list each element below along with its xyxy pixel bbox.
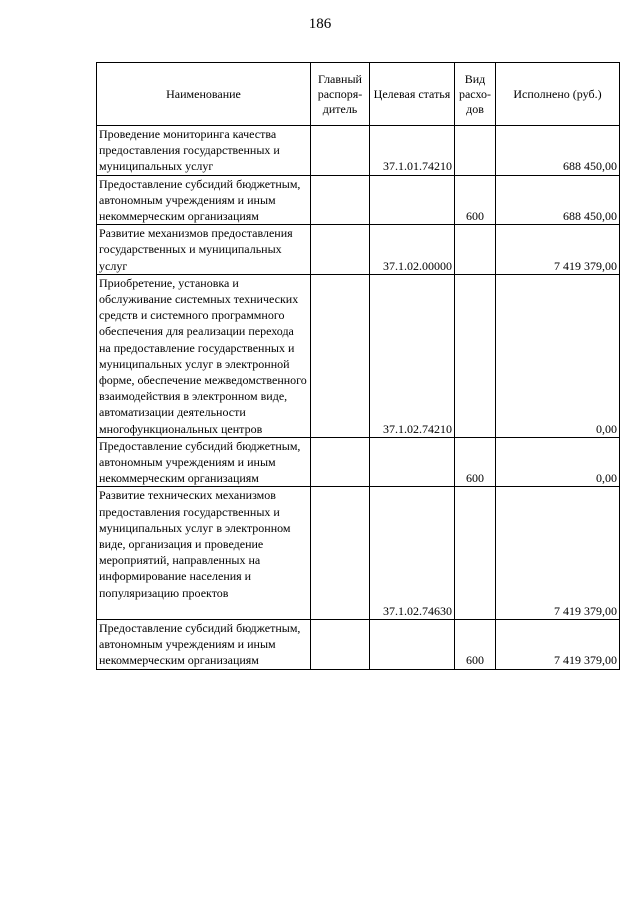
row-amount: 7 419 379,00 [496, 225, 620, 275]
row-target [370, 437, 455, 487]
row-type [455, 225, 496, 275]
row-admin [311, 126, 370, 176]
table-row [97, 487, 620, 619]
row-name: Приобретение, установка и обслуживание системных технических средств и системного программного обеспечения для реализации перехода на предоставление государственных и муниципальных услуг в электронной форме, обеспечение межведомственного взаимодействия в электронном виде, автоматизации деятельности многофункциональных центров [97, 274, 311, 437]
row-name: Проведение мониторинга качества предоставления государственных и муниципальных услуг [97, 126, 311, 176]
row-admin [311, 619, 370, 669]
row-amount: 7 419 379,00 [496, 487, 620, 619]
header-target: Целевая статья [370, 63, 455, 126]
row-target [370, 619, 455, 669]
table-row [97, 175, 620, 225]
row-admin [311, 274, 370, 437]
row-amount: 688 450,00 [496, 126, 620, 176]
row-target: 37.1.02.74630 [370, 487, 455, 619]
table-header-row [97, 63, 620, 126]
row-name: Предоставление субсидий бюджетным, автономным учреждениям и иным некоммерческим организациям [97, 619, 311, 669]
row-name: Предоставление субсидий бюджетным, автономным учреждениям и иным некоммерческим организациям [97, 437, 311, 487]
row-amount: 688 450,00 [496, 175, 620, 225]
row-type: 600 [455, 619, 496, 669]
budget-table [96, 62, 620, 670]
row-admin [311, 437, 370, 487]
header-admin: Главный распоря-дитель [311, 63, 370, 126]
row-name: Развитие технических механизмов предоставления государственных и муниципальных услуг в электронном виде, организация и проведение мероприятий, направленных на информирование населения и популяризацию проектов [97, 487, 311, 619]
row-name: Предоставление субсидий бюджетным, автономным учреждениям и иным некоммерческим организациям [97, 175, 311, 225]
row-target [370, 175, 455, 225]
table-row [97, 225, 620, 275]
row-type: 600 [455, 437, 496, 487]
row-target: 37.1.02.74210 [370, 274, 455, 437]
row-amount: 0,00 [496, 437, 620, 487]
table-row [97, 274, 620, 437]
table-row [97, 126, 620, 176]
header-name: Наименование [97, 63, 311, 126]
row-admin [311, 487, 370, 619]
row-name: Развитие механизмов предоставления государственных и муниципальных услуг [97, 225, 311, 275]
row-type: 600 [455, 175, 496, 225]
row-type [455, 487, 496, 619]
row-target: 37.1.01.74210 [370, 126, 455, 176]
row-type [455, 126, 496, 176]
row-admin [311, 225, 370, 275]
table-row [97, 619, 620, 669]
header-type: Вид расхо-дов [455, 63, 496, 126]
page-number: 186 [308, 16, 332, 32]
table-row [97, 437, 620, 487]
row-type [455, 274, 496, 437]
row-amount: 0,00 [496, 274, 620, 437]
row-target: 37.1.02.00000 [370, 225, 455, 275]
row-amount: 7 419 379,00 [496, 619, 620, 669]
row-admin [311, 175, 370, 225]
header-amount: Исполнено (руб.) [496, 63, 620, 126]
